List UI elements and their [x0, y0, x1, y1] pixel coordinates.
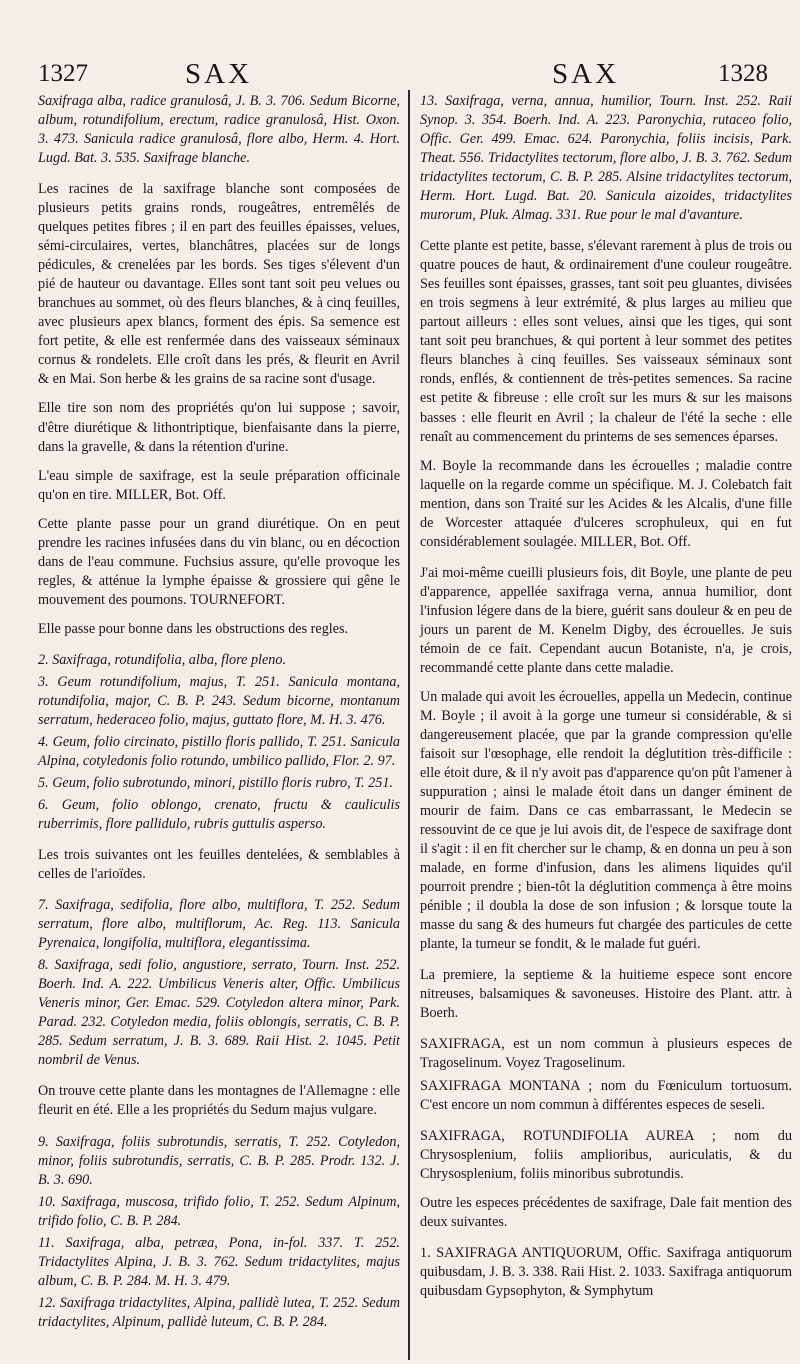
left-col-paragraph: 12. Saxifraga tridactylites, Alpina, pallidè lutea, T. 252. Sedum tridactylites, Alpinum, pallidè luteum, C. B. P. 284.	[38, 1294, 400, 1330]
left-col-paragraph: Elle passe pour bonne dans les obstructions des regles.	[38, 620, 349, 637]
left-col-paragraph: 7. Saxifraga, sedifolia, flore albo, multiflora, T. 252. Sedum serratum, flore albo, multiflorum, Ac. Reg. 113. Sanicula Pyrenaica, longifolia, multiflora, elegantissima.	[38, 897, 400, 952]
right-running-head: SAX	[552, 58, 620, 90]
left-running-head: SAX	[185, 58, 253, 90]
right-col-paragraph: SAXIFRAGA MONTANA ; nom du Fœniculum tortuosum. C'est encore un nom commun à différentes especes de seseli.	[420, 1077, 792, 1113]
right-col-paragraph: SAXIFRAGA, ROTUNDIFOLIA AUREA ; nom du Chrysosplenium, foliis amplioribus, auriculatis, & du Chrysosplenium, foliis minoribus subrotundis.	[420, 1127, 792, 1182]
left-col-paragraph: 8. Saxifraga, sedi folio, angustiore, serrato, Tourn. Inst. 252. Boerh. Ind. A. 222. Umbilicus Veneris alter, Offic. Umbilicus Veneris minor, Ger. Emac. 529. Cotyledon altera minor, Park. Parad. 232. Cotyledon media, foliis oblongis, serratis, C. B. P. 285. Sedum serratum, J. B. 3. 689. Raii Hist. 2. 1045. Petit nombril de Venus.	[38, 957, 400, 1069]
right-col-paragraph: 1. SAXIFRAGA ANTIQUORUM, Offic. Saxifraga antiquorum quibusdam, J. B. 3. 338. Raii Hist. 2. 1033. Saxifraga antiquorum quibusdam Gypsophyton, & Symphytum	[420, 1244, 792, 1299]
left-col-paragraph: L'eau simple de saxifrage, est la seule préparation officinale qu'on en tire. MILLER, Bot. Off.	[38, 467, 400, 503]
right-col-paragraph: La premiere, la septieme & la huitieme espece sont encore nitreuses, balsamiques & savoneuses. Histoire des Plant. attr. à Boerh.	[420, 967, 792, 1022]
right-column	[420, 92, 792, 1311]
left-col-paragraph: 11. Saxifraga, alba, petræa, Pona, in-fol. 337. T. 252. Tridactylites Alpina, J. B. 3. 762. Sedum tridactylites, majus album, C. B. P. 284. M. H. 3. 479.	[38, 1234, 400, 1289]
left-col-paragraph: Cette plante passe pour un grand diurétique. On en peut prendre les racines infusées dans du vin blanc, ou en décoction dans de l'eau commune. Fuchsius assure, qu'elle provoque les regles, & atténue la lymphe épaisse & grossiere qui gêne le mouvement des poumons. TOURNEFORT.	[38, 515, 400, 608]
right-col-paragraph: SAXIFRAGA, est un nom commun à plusieurs especes de Tragoselinum. Voyez Tragoselinum.	[420, 1036, 792, 1072]
left-column	[38, 92, 400, 1335]
right-col-paragraph: Un malade qui avoit les écrouelles, appella un Medecin, continue M. Boyle ; il avoit à la gorge une tumeur si considérable, & si dangereusement placée, que par la grande compression qu'elle faisoit sur l'œsophage, elle rendoit la déglutition très-difficile : elle étoit dure, & il n'y avoit pas d'apparence qu'on pût l'amener à suppuration ; ainsi le malade étoit dans un danger éminent de mourir de faim. Dans ce cas embarrassant, le Medecin se ressouvint de ce que je lui avois dit, de l'espece de saxifrage dont il s'agit : il en fit chercher sur le champ, & en donna un peu à son malade, en forme d'infusion, dans les alimens liquides qu'il pourroit prendre ; bien-tôt la déglutition commença à être moins pénible ; il doubla la dose de son infusion ; & lorsque toute la masse du sang & des humeurs fut chargée des particules de cette plante, la tumeur se fondit, & le malade fut guéri.	[420, 688, 792, 953]
right-col-paragraph: J'ai moi-même cueilli plusieurs fois, dit Boyle, une plante de peu d'apparence, appellée saxifraga verna, annua humilior, dont l'infusion légere dans de la biere, guérit sans douleur & en peu de jours un parent de M. Kenelm Digby, des écrouelles. Je suis témoin de ce fait. Cependant aucun Botaniste, n'a, je crois, recommandé cette plante dans cette maladie.	[420, 564, 792, 676]
right-col-paragraph: M. Boyle la recommande dans les écrouelles ; maladie contre laquelle on la regarde comme un spécifique. M. J. Colebatch fait mention, dans son Traité sur les Acides & les Alcalis, d'une fille de Worcester attaquée d'ulceres scrophuleux, qui en fut considérablement soulagée. MILLER, Bot. Off.	[420, 457, 792, 550]
left-col-paragraph: Saxifraga alba, radice granulosâ, J. B. 3. 706. Sedum Bicorne, album, rotundifolium, erectum, radice granulosâ, Hist. Oxon. 3. 473. Sanicula radice granulosâ, flore albo, Herm. 4. Hort. Lugd. Bat. 3. 535. Saxifrage blanche.	[38, 93, 400, 167]
right-page-number: 1328	[718, 60, 768, 87]
left-col-paragraph: 4. Geum, folio circinato, pistillo floris pallido, T. 251. Sanicula Alpina, cotyledonis folio rotundo, umbilico pallido, Flor. 2. 97.	[38, 733, 400, 769]
right-col-paragraph: 13. Saxifraga, verna, annua, humilior, Tourn. Inst. 252. Raii Synop. 3. 354. Boerh. Ind. A. 223. Paronychia, rutaceo folio, Offic. Ger. 499. Emac. 624. Paronychia, foliis incisis, Park. Theat. 556. Tridactylites tectorum, flore albo, J. B. 3. 762. Sedum tridactylites tectorum, C. B. P. 285. Alsine tridactylites tectorum, Herm. Hort. Lugd. Bat. 20. Sanicula aizoides, tridactylites murorum, Pluk. Almag. 331. Rue pour le mal d'avanture.	[420, 93, 792, 224]
left-col-paragraph: On trouve cette plante dans les montagnes de l'Allemagne : elle fleurit en été. Elle a les propriétés du Sedum majus vulgare.	[38, 1083, 400, 1119]
right-col-paragraph: Cette plante est petite, basse, s'élevant rarement à plus de trois ou quatre pouces de haut, & ordinairement d'une couleur rougeâtre. Ses feuilles sont épaisses, grasses, tant soit peu gluantes, divisées en trois segmens à leur extrémité, & plus larges au milieu que partout ailleurs : elles sont velues, ainsi que les tiges, qui sont tant soit peu branchues, & qui portent à leur sommet des petites fleurs blanches à cinq feuilles. Ses vaisseaux séminaux sont ronds, enflés, & contiennent de très-petites semences. Sa racine est petite & fibreuse : elle croît sur les murs & sur les maisons basses : elle fleurit en Avril ; la chaleur de l'été la seche : elle renaît au commencement du printems de ses semences éparses.	[420, 238, 792, 445]
left-col-paragraph: Les racines de la saxifrage blanche sont composées de plusieurs petits grains ronds, rougeâtres, entremêlés de quelques petites fibres ; il en part des feuilles épaisses, velues, sémi-circulaires, vertes, blanchâtres, placées sur de longs pédicules, & crenelées par les bords. Ses tiges s'élevent d'un pié de hauteur ou davantage. Elles sont tant soit peu velues ou branchues au sommet, où des fleurs blanches, & à cinq feuilles, avec plusieurs apex blancs, forment des épis. Sa semence est fort petite, & elle est renfermée dans des vaisseaux séminaux cornus & rondelets. Elle croît dans les prés, & fleurit en Avril & en Mai. Son herbe & les grains de sa racine sont d'usage.	[38, 181, 400, 388]
left-col-paragraph: 10. Saxifraga, muscosa, trifido folio, T. 252. Sedum Alpinum, trifido folio, C. B. P. 284.	[38, 1193, 400, 1229]
left-col-paragraph: 3. Geum rotundifolium, majus, T. 251. Sanicula montana, rotundifolia, major, C. B. P. 243. Sedum bicorne, montanum serratum, hederaceo folio, majus, guttato flore, M. H. 3. 476.	[38, 673, 400, 728]
left-col-paragraph: Les trois suivantes ont les feuilles dentelées, & semblables à celles de l'arioïdes.	[38, 847, 400, 883]
left-col-paragraph: 5. Geum, folio subrotundo, minori, pistillo floris rubro, T. 251.	[38, 775, 393, 791]
left-col-paragraph: 6. Geum, folio oblongo, crenato, fructu & cauliculis ruberrimis, flore pallidulo, rubris guttulis asperso.	[38, 797, 400, 833]
left-page-number: 1327	[38, 60, 88, 87]
left-col-paragraph: Elle tire son nom des propriétés qu'on lui suppose ; savoir, d'être diurétique & lithontriptique, bienfaisante dans la pierre, dans la gravelle, & dans la rétention d'urine.	[38, 400, 400, 455]
right-col-paragraph: Outre les especes précédentes de saxifrage, Dale fait mention des deux suivantes.	[420, 1194, 792, 1230]
column-divider	[408, 90, 410, 1360]
left-col-paragraph: 2. Saxifraga, rotundifolia, alba, flore pleno.	[38, 651, 287, 668]
left-col-paragraph: 9. Saxifraga, foliis subrotundis, serratis, T. 252. Cotyledon, minor, foliis subrotundis, serratis, C. B. P. 285. Prodr. 132. J. B. 3. 690.	[38, 1133, 400, 1188]
